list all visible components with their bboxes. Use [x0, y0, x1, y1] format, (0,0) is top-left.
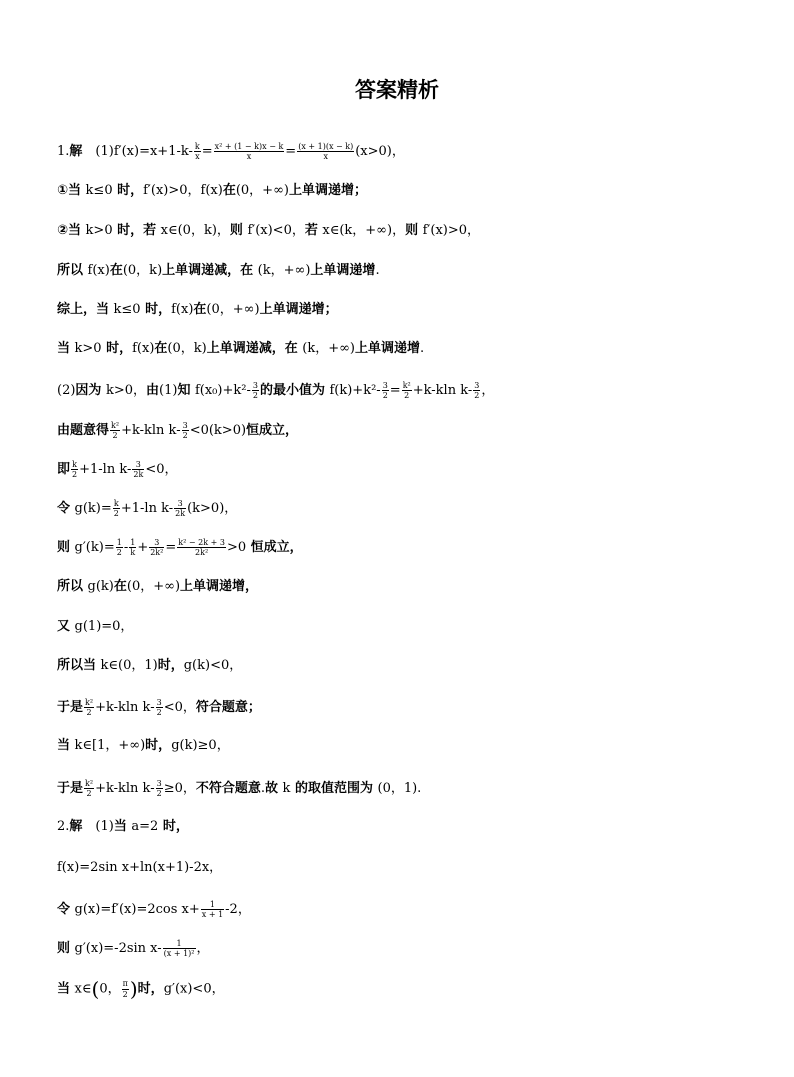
fraction-denominator: 2: [182, 431, 188, 441]
math-text: f(x)=2sin x+ln(x+1)-2x，: [57, 860, 223, 875]
fraction-numerator: 3: [474, 381, 480, 390]
math-text: =: [165, 540, 177, 556]
chinese-text: 时，: [140, 302, 172, 317]
math-text: (k，+∞): [257, 263, 311, 278]
answer-line: [57, 659, 242, 672]
fraction-denominator: 2: [72, 470, 78, 480]
chinese-text: 上单调递增，: [180, 579, 259, 594]
answer-line: [57, 421, 298, 440]
fraction-numerator: 1: [116, 538, 122, 547]
fraction-denominator: 2: [156, 789, 162, 799]
chinese-text: 所以: [57, 263, 88, 278]
answer-line: [57, 698, 261, 717]
math-text: +k-kln k-: [121, 423, 181, 439]
chinese-text: 令: [57, 902, 75, 918]
math-text: (k，+∞): [302, 341, 355, 356]
fraction: [71, 460, 78, 479]
math-text: f′(x)>0，f(x): [143, 183, 223, 198]
chinese-text: 知: [177, 383, 195, 399]
math-text: <0(k>0): [189, 423, 247, 439]
math-text: (0，+∞): [206, 302, 260, 317]
chinese-text: 在: [222, 183, 236, 198]
answer-line: [57, 939, 210, 958]
math-text: >0: [226, 540, 247, 556]
fraction-numerator: 3: [182, 421, 188, 430]
math-text: k: [282, 781, 291, 797]
chinese-text: 所以当: [57, 658, 101, 673]
math-text: .: [260, 781, 266, 797]
answer-line: [57, 381, 494, 400]
fraction-numerator: 3: [174, 499, 186, 509]
math-text: k>0: [74, 341, 102, 356]
fraction-denominator: x: [195, 152, 200, 162]
chinese-text: 时，: [112, 183, 144, 198]
answer-line: [57, 342, 424, 355]
fraction-denominator: 2: [86, 789, 92, 799]
math-text: f(x): [171, 302, 194, 317]
fraction: [163, 939, 196, 958]
fraction: [252, 381, 259, 400]
math-text: =: [201, 144, 213, 160]
math-text: k>0，: [105, 383, 146, 399]
fraction-numerator: k²: [402, 381, 411, 390]
chinese-text: 上单调递减，在: [162, 263, 258, 278]
answer-line: [57, 224, 480, 237]
fraction: [156, 698, 163, 717]
fraction-numerator: k²: [85, 698, 94, 707]
chinese-text: 由题意得: [57, 423, 110, 439]
answer-line: [57, 538, 303, 557]
math-text: k∈[1，+∞): [74, 738, 146, 753]
answer-line: [57, 303, 338, 316]
fraction-numerator: k: [194, 142, 200, 151]
chinese-text: 当: [57, 341, 75, 356]
answer-line: [57, 900, 251, 919]
math-text: +: [137, 540, 149, 556]
chinese-text: 解: [69, 819, 83, 834]
chinese-text: 上单调递增: [355, 341, 421, 356]
fraction: [149, 538, 164, 557]
math-text: g′(x)=-2sin x-: [74, 941, 162, 957]
fraction-numerator: 3: [382, 381, 388, 390]
fraction-denominator: 2: [86, 708, 92, 718]
fraction: [129, 538, 136, 557]
chinese-text: 当: [57, 981, 75, 997]
math-text: .: [420, 341, 425, 356]
math-text: f(x): [87, 263, 110, 278]
fraction-numerator: 3: [149, 538, 164, 548]
math-text: +k-kln k-: [412, 383, 473, 399]
fraction-denominator: 2: [474, 391, 480, 401]
fraction: [132, 460, 144, 479]
fraction: [194, 142, 201, 161]
large-parenthesis: (: [91, 977, 100, 1001]
math-text: g(k)<0，: [183, 658, 243, 673]
chinese-text: 综上，当: [57, 302, 114, 317]
fraction: [473, 381, 480, 400]
fraction: [382, 381, 389, 400]
fraction-denominator: 2k²: [195, 548, 209, 558]
math-text: k≤0: [85, 183, 113, 198]
chinese-text: 时，若: [112, 223, 161, 238]
fraction: [297, 142, 354, 161]
chinese-text: 时，: [137, 981, 164, 997]
answer-line: [57, 499, 237, 518]
fraction-denominator: 2: [382, 391, 388, 401]
fraction: [174, 499, 186, 518]
math-text: (1): [159, 383, 178, 399]
math-text: (k>0)，: [187, 501, 238, 517]
fraction-denominator: 2: [122, 989, 128, 999]
math-text: f′(x)<0，: [247, 223, 305, 238]
answer-line: [57, 460, 177, 479]
answer-line: [57, 861, 222, 874]
chinese-text: 所以: [57, 579, 88, 594]
fraction: [182, 421, 189, 440]
fraction-numerator: k: [113, 499, 119, 508]
math-text: g′(x)<0，: [163, 981, 225, 997]
chinese-text: 令: [57, 501, 75, 517]
answer-line: [57, 264, 380, 277]
fraction-numerator: 1: [163, 939, 196, 949]
chinese-text: 上单调递增；: [259, 302, 338, 317]
chinese-text: 由: [146, 383, 160, 399]
chinese-text: 当: [57, 738, 75, 753]
math-text: k>0: [85, 223, 113, 238]
chinese-text: 若: [304, 223, 323, 238]
fraction-denominator: 2k: [175, 509, 186, 519]
answer-line: [57, 979, 225, 999]
fraction: [402, 381, 412, 400]
math-text: (0，k): [122, 263, 163, 278]
fraction: [201, 900, 224, 919]
fraction: [116, 538, 123, 557]
page-title: 答案精析: [355, 78, 439, 102]
math-text: (2): [57, 383, 76, 399]
math-text: g(x)=f′(x)=2cos x+: [74, 902, 200, 918]
fraction-numerator: k²: [111, 421, 120, 430]
math-text: =: [285, 144, 297, 160]
math-text: f(x₀)+k²-: [194, 383, 251, 399]
answer-line: [57, 739, 230, 752]
math-text: (1): [82, 819, 114, 834]
fraction-numerator: (x + 1)(x − k): [298, 142, 354, 151]
math-text: +k-kln k-: [95, 700, 155, 716]
math-text: f′(x)>0，: [422, 223, 481, 238]
chinese-text: 在: [109, 263, 123, 278]
math-text: ，: [196, 941, 210, 957]
chinese-text: 时，: [145, 738, 172, 753]
math-text: g(k): [87, 579, 114, 594]
chinese-text: 于是: [57, 700, 84, 716]
fraction-numerator: 3: [156, 779, 162, 788]
math-text: (0，+∞): [126, 579, 181, 594]
math-text: ，: [481, 383, 495, 399]
math-text: <0，: [145, 462, 178, 478]
fraction: [84, 698, 94, 717]
fraction-numerator: 1: [130, 538, 136, 547]
fraction-numerator: 3: [156, 698, 162, 707]
math-text: g′(k)=: [74, 540, 115, 556]
math-text: k∈(0，1): [100, 658, 158, 673]
chinese-text: 于是: [57, 781, 84, 797]
math-text: (0，k): [167, 341, 207, 356]
chinese-text: 上单调递减，在: [206, 341, 303, 356]
math-text: a=2: [131, 819, 159, 834]
math-text: g(1)=0，: [74, 619, 134, 634]
chinese-text: 的取值范围为: [290, 781, 378, 797]
chinese-text: 时，: [101, 341, 133, 356]
chinese-text: 时，: [158, 819, 189, 834]
chinese-text: 上单调递增；: [288, 183, 367, 198]
chinese-text: 则: [57, 941, 75, 957]
math-text: -: [123, 540, 129, 556]
math-text: f′(x)=x+1-k-: [113, 144, 193, 160]
fraction-numerator: 3: [252, 381, 258, 390]
fraction-denominator: x: [323, 152, 328, 162]
math-text: 1.: [57, 144, 70, 160]
answer-line: [57, 620, 133, 633]
chinese-text: 时，: [157, 658, 184, 673]
fraction: [113, 499, 120, 518]
math-text: ≥0，: [163, 781, 196, 797]
chinese-text: 在: [113, 579, 127, 594]
chinese-text: 恒成立，: [246, 540, 303, 556]
chinese-text: ①当: [57, 183, 86, 198]
fraction-denominator: 2: [116, 548, 122, 558]
chinese-text: 则: [57, 540, 75, 556]
math-text: f(k)+k²-: [329, 383, 381, 399]
math-text: (0，1).: [377, 781, 422, 797]
math-text: 0，: [99, 981, 121, 997]
fraction-denominator: 2: [404, 391, 410, 401]
math-text: x∈(k，+∞)，: [322, 223, 406, 238]
chinese-text: 即: [57, 462, 71, 478]
fraction-denominator: 2: [113, 509, 119, 519]
answer-line: [57, 820, 189, 833]
chinese-text: 在: [154, 341, 168, 356]
answer-line: [57, 142, 405, 161]
math-text: (0，+∞): [235, 183, 289, 198]
chinese-text: 在: [193, 302, 207, 317]
math-text: 2.: [57, 819, 70, 834]
math-text: +1-ln k-: [120, 501, 174, 517]
fraction-numerator: k²: [85, 779, 94, 788]
chinese-text: 则: [405, 223, 423, 238]
chinese-text: 符合题意；: [195, 700, 261, 716]
chinese-text: 不符合题意: [195, 781, 261, 797]
fraction-numerator: 1: [201, 900, 224, 910]
chinese-text: 解: [69, 144, 83, 160]
answer-line: [57, 580, 258, 593]
math-text: <0，: [163, 700, 196, 716]
fraction-numerator: k: [72, 460, 77, 469]
math-text: f(x): [132, 341, 155, 356]
fraction: [177, 538, 226, 557]
fraction: [122, 979, 129, 998]
answer-line: [57, 184, 367, 197]
chinese-text: ②当: [57, 223, 86, 238]
answer-line: [57, 779, 421, 798]
math-text: (x>0)，: [355, 144, 405, 160]
math-text: +k-kln k-: [95, 781, 155, 797]
math-text: .: [375, 263, 380, 278]
fraction: [84, 779, 94, 798]
fraction: [214, 142, 285, 161]
fraction-numerator: k² − 2k + 3: [178, 538, 225, 547]
math-text: g(k)≥0，: [171, 738, 230, 753]
math-text: +1-ln k-: [79, 462, 132, 478]
chinese-text: 当: [113, 819, 132, 834]
chinese-text: 又: [57, 619, 75, 634]
large-parenthesis: ): [129, 977, 138, 1001]
fraction-denominator: 2: [112, 431, 118, 441]
fraction-denominator: 2: [156, 708, 162, 718]
math-text: x∈: [74, 981, 92, 997]
math-text: -2，: [225, 902, 251, 918]
fraction-denominator: 2k: [133, 470, 144, 480]
math-text: g(k)=: [74, 501, 112, 517]
math-text: k≤0: [113, 302, 141, 317]
fraction-denominator: 2k²: [150, 548, 164, 558]
fraction-denominator: (x + 1)²: [163, 949, 195, 959]
chinese-text: 恒成立，: [246, 423, 299, 439]
chinese-text: 的最小值为: [259, 383, 330, 399]
fraction-denominator: x + 1: [201, 910, 224, 920]
math-text: =: [389, 383, 401, 399]
chinese-text: 故: [265, 781, 283, 797]
fraction-numerator: 3: [132, 460, 144, 470]
chinese-text: 上单调递增: [310, 263, 376, 278]
math-text: x∈(0，k)，: [160, 223, 230, 238]
fraction-denominator: x: [246, 152, 252, 162]
math-text: (1): [82, 144, 114, 160]
chinese-text: 因为: [75, 383, 106, 399]
fraction-numerator: x² + (1 − k)x − k: [214, 142, 284, 151]
fraction-denominator: 2: [252, 391, 258, 401]
fraction-denominator: k: [130, 548, 136, 558]
chinese-text: 则: [229, 223, 248, 238]
fraction: [156, 779, 163, 798]
fraction-numerator: π: [122, 979, 128, 989]
fraction: [110, 421, 120, 440]
